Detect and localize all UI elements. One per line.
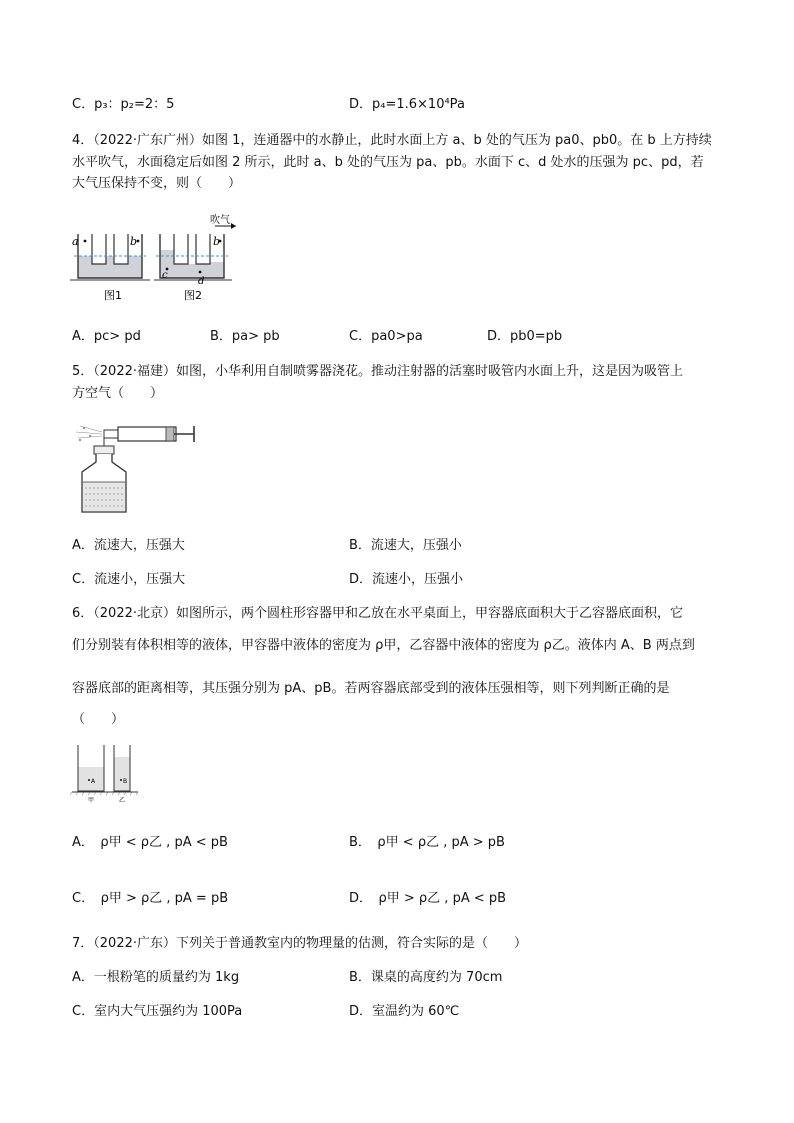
- label-d: d: [198, 276, 205, 287]
- q6-stem-line1: 6．（2022·北京）如图所示，两个圆柱形容器甲和乙放在水平桌面上，甲容器底面积大于乙容器底面积，它: [72, 606, 683, 621]
- container-jia-label: 甲: [88, 797, 95, 804]
- q4-stem-line3: 大气压保持不变，则（ ）: [72, 176, 242, 191]
- figure1-caption: 图1: [104, 289, 122, 302]
- q3-option-d: D．p₄=1.6×10⁴Pa: [349, 97, 465, 112]
- q7-stem-line1: 7．（2022·广东）下列关于普通教室内的物理量的估测，符合实际的是（ ）: [72, 936, 527, 951]
- q6-option-d: D． ρ甲 > ρ乙 , pA < pB: [349, 891, 507, 906]
- q3-option-c: C．p₃：p₂=2：5: [72, 97, 175, 112]
- q4-stem-line1: 4．（2022·广东广州）如图 1，连通器中的水静止，此时水面上方 a、b 处的气压为 pa0、pb0。在 b 上方持续: [72, 133, 712, 148]
- label-c: c: [162, 270, 168, 281]
- q4-option-a: A．pc> pd: [72, 329, 141, 344]
- q6-stem-line3: 容器底部的距离相等，其压强分别为 pA、pB。若两容器底部受到的液体压强相等，则下列判断正确的是: [72, 681, 670, 696]
- q6-stem-line2: 们分别装有体积相等的液体，甲容器中液体的密度为 ρ甲，乙容器中液体的密度为 ρ乙。液体内 A、B 两点到: [72, 638, 695, 653]
- figure2-connected-vessel: [154, 213, 236, 302]
- figure1-connected-vessel: [70, 234, 150, 302]
- blow-label: 吹气: [210, 215, 230, 226]
- q4-stem-line2: 水平吹气，水面稳定后如图 2 所示，此时 a、b 处的气压为 pa、pb。水面下 c、d 处水的压强为 pc、pd，若: [72, 155, 704, 170]
- q5-stem-line2: 方空气（ ）: [72, 386, 164, 401]
- figure2-caption: 图2: [184, 289, 202, 302]
- q4-option-b: B．pa> pb: [210, 329, 280, 344]
- q6-option-b: B． ρ甲 < ρ乙 , pA > pB: [349, 835, 505, 850]
- q4-option-d: D．pb0=pb: [487, 329, 563, 344]
- q5-option-b: B．流速大，压强小: [349, 538, 462, 553]
- q5-stem-line1: 5．（2022·福建）如图，小华利用自制喷雾器浇花。推动注射器的活塞时吸管内水面上升，这是因为吸管上: [72, 364, 683, 379]
- q7-option-b: B．课桌的高度约为 70cm: [349, 970, 503, 985]
- point-a-label: A: [91, 778, 96, 785]
- q5-option-d: D．流速小，压强小: [349, 572, 464, 587]
- q6-stem-line4: （ ）: [72, 712, 125, 727]
- point-b-label: B: [123, 778, 128, 785]
- q6-option-a: A． ρ甲 < ρ乙 , pA < pB: [72, 835, 228, 850]
- label-a-fig1: a: [72, 235, 79, 248]
- q5-sprayer-figure: [70, 420, 210, 516]
- q6-containers-figure: [70, 743, 140, 805]
- q6-option-c: C． ρ甲 > ρ乙 , pA = pB: [72, 891, 229, 906]
- q7-option-a: A．一根粉笔的质量约为 1kg: [72, 970, 240, 985]
- q5-option-a: A．流速大，压强大: [72, 538, 185, 553]
- label-b-fig2: b: [213, 235, 221, 248]
- q4-figure: [70, 212, 245, 308]
- q5-option-c: C．流速小，压强大: [72, 572, 186, 587]
- q4-option-c: C．pa0>pa: [349, 329, 423, 344]
- container-yi-label: 乙: [119, 797, 126, 804]
- q7-option-c: C．室内大气压强约为 100Pa: [72, 1004, 243, 1019]
- q7-option-d: D．室温约为 60℃: [349, 1004, 460, 1019]
- label-b-fig1: b: [130, 235, 138, 248]
